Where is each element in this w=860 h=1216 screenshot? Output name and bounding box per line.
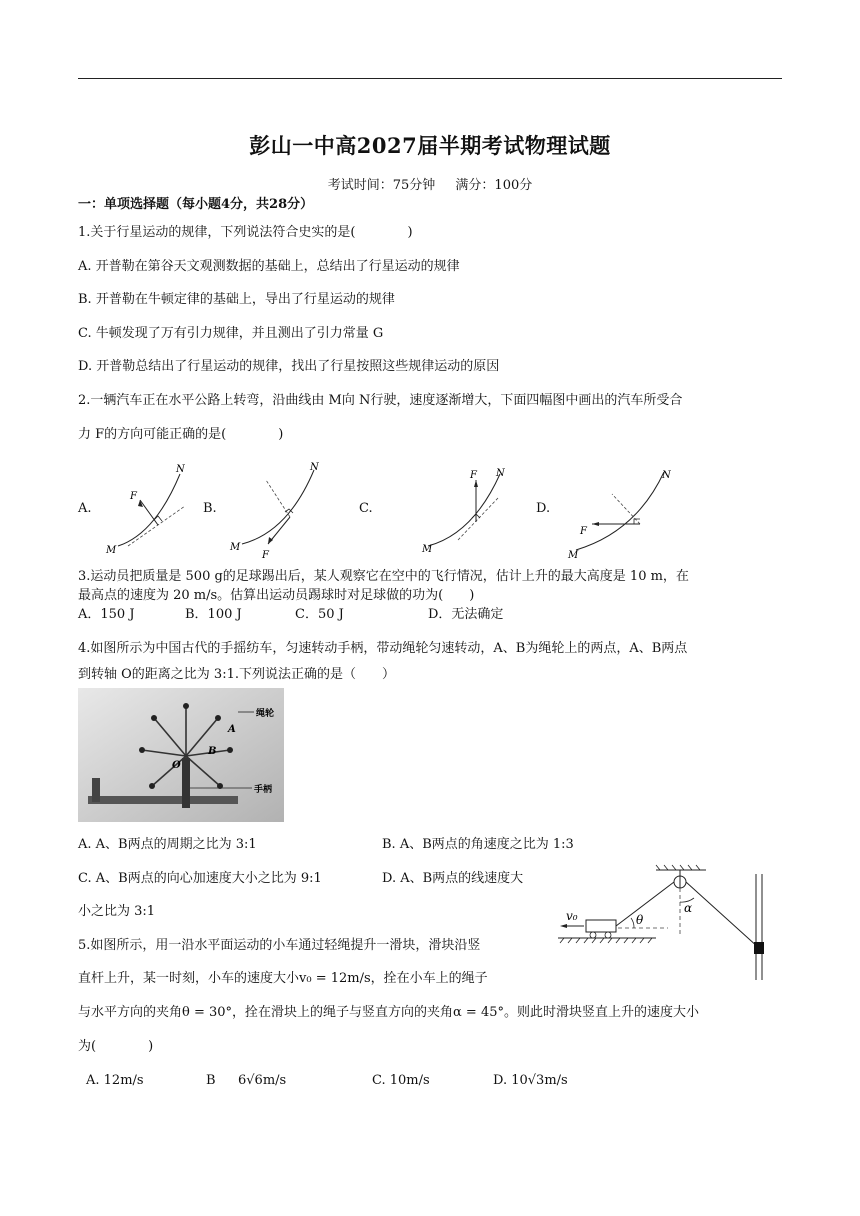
q3-stem-line2: 最高点的速度为 20 m/s。估算出运动员踢球时对足球做的功为( ) xyxy=(78,588,475,603)
q2d-m-label: M xyxy=(568,550,579,561)
q1-option-c: C. 牛顿发现了万有引力规律，并且测出了引力常量 G xyxy=(78,326,384,341)
spinning-wheel-photo xyxy=(78,688,284,822)
q2-diagram-a xyxy=(100,462,200,558)
q2a-m-label: M xyxy=(106,545,117,556)
photo-label-b: B xyxy=(208,746,217,757)
photo-label-a: A xyxy=(228,724,236,735)
q5-option-c: C. 10m/s xyxy=(372,1073,430,1088)
q3-option-b: B．100 J xyxy=(185,607,242,622)
q2-diagram-c xyxy=(418,462,518,558)
photo-label-o: O xyxy=(172,760,181,771)
q4-option-c: C. A、B两点的向心加速度大小之比为 9:1 xyxy=(78,871,322,886)
q4-stem-line2: 到转轴 O的距离之比为 3:1.下列说法正确的是（ ） xyxy=(78,667,395,682)
exam-time: 考试时间：75分钟 xyxy=(327,178,436,193)
q4-option-a: A. A、B两点的周期之比为 3:1 xyxy=(78,837,257,852)
q2b-f-label: F xyxy=(262,550,269,560)
q2-label-a: A. xyxy=(78,501,92,516)
q2c-m-label: M xyxy=(422,544,433,555)
q5-stem-line2: 直杆上升，某一时刻，小车的速度大小v₀ = 12m/s，拴在小车上的绳子 xyxy=(78,971,488,986)
q2-label-c: C. xyxy=(359,501,373,516)
exam-score: 满分：100分 xyxy=(455,178,533,193)
q1-option-d: D. 开普勒总结出了行星运动的规律，找出了行星按照这些规律运动的原因 xyxy=(78,359,500,374)
q1-stem: 1.关于行星运动的规律，下列说法符合史实的是( ) xyxy=(78,225,413,240)
q1-option-b: B. 开普勒在牛顿定律的基础上，导出了行星运动的规律 xyxy=(78,292,395,307)
q2-stem-line2: 力 F的方向可能正确的是( ) xyxy=(78,427,284,442)
q2-label-b: B. xyxy=(203,501,217,516)
q2b-m-label: M xyxy=(230,542,241,553)
q4-stem-line1: 4.如图所示为中国古代的手摇纺车，匀速转动手柄，带动绳轮匀速转动，A、B为绳轮上的两点，A、B两点 xyxy=(78,641,688,656)
q2-label-d: D. xyxy=(536,501,551,516)
q5-stem-line1: 5.如图所示，用一沿水平面运动的小车通过轻绳提升一滑块，滑块沿竖 xyxy=(78,938,481,953)
q5-stem-line4: 为( ) xyxy=(78,1039,154,1054)
header-rule xyxy=(78,78,782,79)
q2c-n-label: N xyxy=(496,468,505,479)
q2b-n-label: N xyxy=(310,462,319,473)
photo-label-handle: 手柄 xyxy=(254,785,273,795)
page-title: 彭山一中高2027届半期考试物理试题 xyxy=(249,133,611,158)
q5-pulley-diagram xyxy=(556,864,782,982)
q3-option-c: C．50 J xyxy=(295,607,344,622)
exam-info xyxy=(0,174,860,193)
q5-option-a: A. 12m/s xyxy=(86,1073,144,1088)
q2a-n-label: N xyxy=(176,464,185,475)
q3-stem-line1: 3.运动员把质量是 500 g的足球踢出后，某人观察它在空中的飞行情况，估计上升的最大高度是 10 m，在 xyxy=(78,569,689,584)
q4-option-d-line1: D. A、B两点的线速度大 xyxy=(382,871,524,886)
section-heading: 一：单项选择题（每小题4分，共28分） xyxy=(78,197,314,212)
q2-stem-line1: 2.一辆汽车正在水平公路上转弯，沿曲线由 M向 N行驶，速度逐渐增大，下面四幅图中画出的汽车所受合 xyxy=(78,393,683,408)
q4-option-d-line2: 小之比为 3:1 xyxy=(78,904,156,919)
q5-option-d: D. 10√3m/s xyxy=(493,1073,568,1088)
q2d-f-label: F xyxy=(580,526,587,537)
q2-diagram-d xyxy=(566,462,676,562)
q2d-n-label: N xyxy=(662,470,671,481)
q2c-f-label: F xyxy=(470,470,477,481)
q4-option-b: B. A、B两点的角速度之比为 1:3 xyxy=(382,837,574,852)
photo-label-wheel: 绳轮 xyxy=(256,709,275,719)
q2-diagram-b xyxy=(228,460,332,560)
q5-theta-label: θ xyxy=(636,913,644,927)
q5-option-b-value: 6√6m/s xyxy=(238,1073,287,1088)
q3-option-d: D．无法确定 xyxy=(428,607,504,622)
q1-option-a: A. 开普勒在第谷天文观测数据的基础上，总结出了行星运动的规律 xyxy=(78,259,460,274)
q5-v0-label: v₀ xyxy=(566,909,578,923)
q2a-f-label: F xyxy=(130,491,137,502)
q5-option-b-label: B xyxy=(206,1073,216,1088)
q3-option-a: A．150 J xyxy=(78,607,135,622)
q5-stem-line3: 与水平方向的夹角θ = 30°，拴在滑块上的绳子与竖直方向的夹角α = 45°。则此时滑块竖直上升的速度大小 xyxy=(78,1005,700,1020)
q5-alpha-label: α xyxy=(684,901,693,915)
